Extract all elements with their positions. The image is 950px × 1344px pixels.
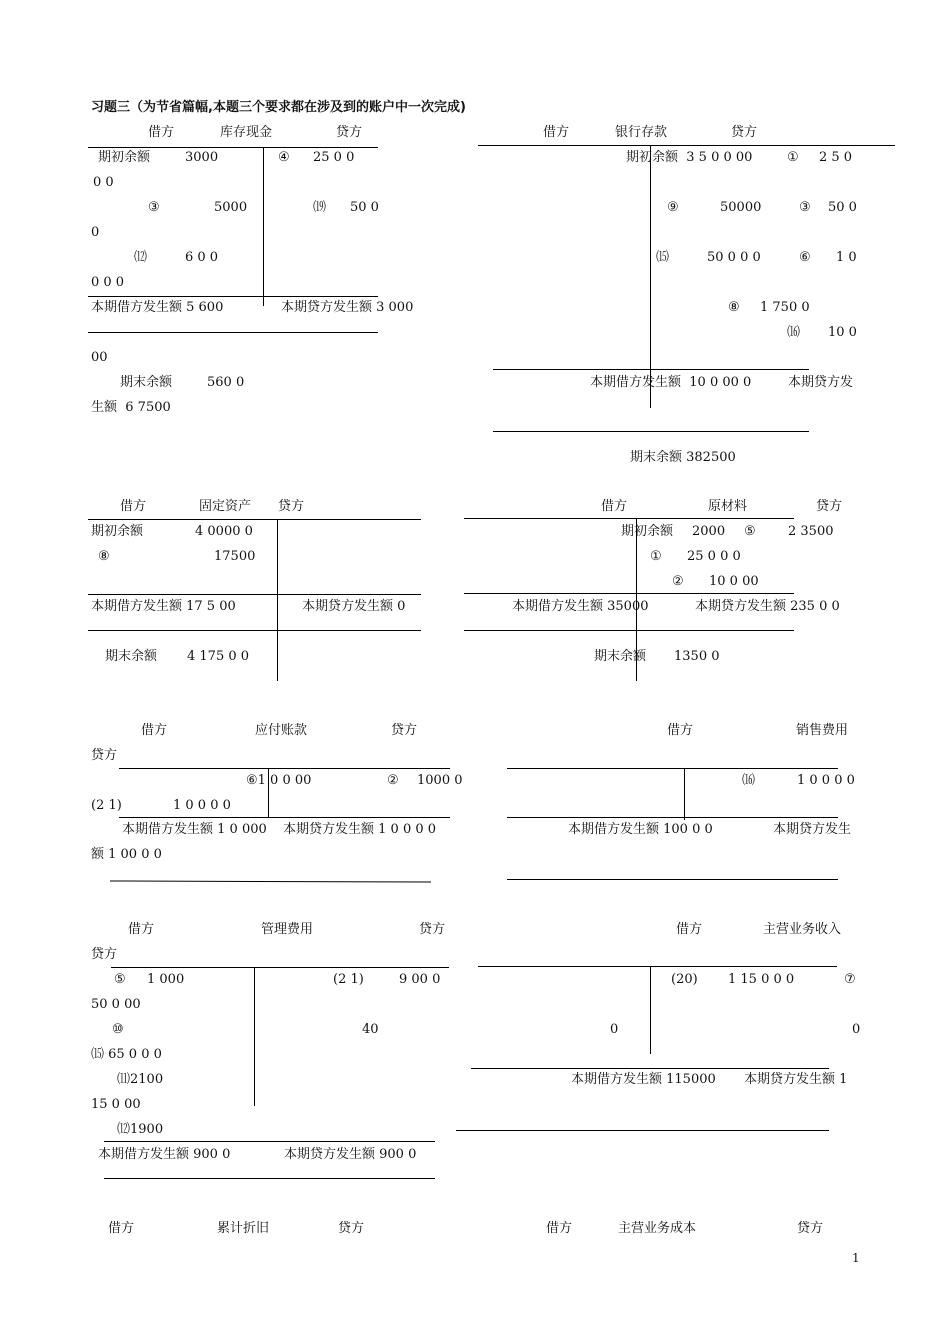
payable-credit-header: 贷方 [391, 723, 418, 738]
fixed-opening-value: 4 0000 0 [195, 524, 253, 539]
revenue-mid-line [471, 1068, 829, 1069]
selling-credit-value-16: 1 0 0 0 0 [797, 773, 855, 788]
cash-wrap-1: 0 0 [93, 175, 114, 190]
cash-credit-value-4: 25 0 0 [313, 150, 355, 165]
bank-debit-value-9: 50000 [720, 200, 762, 215]
bank-debit-mark-9: ⑨ [667, 200, 679, 215]
revenue-right-zero: 0 [852, 1022, 861, 1037]
revenue-credit-value-20: 1 15 0 0 0 [728, 972, 795, 987]
fixed-credit-header: 贷方 [278, 499, 305, 514]
bank-debit-header: 借方 [543, 125, 570, 140]
cogs-debit-header: 借方 [546, 1221, 573, 1236]
admin-mid-line [104, 1141, 435, 1142]
admin-credit-mark-21: (2 1) [333, 972, 364, 987]
admin-credit-header: 贷方 [419, 922, 446, 937]
material-bottom-line [464, 630, 794, 631]
payable-top-line [119, 768, 450, 769]
selling-bottom-line [507, 879, 838, 880]
cash-wrap-3: 0 0 0 [91, 275, 125, 290]
admin-debit-line-15: ⒂ 65 0 0 0 [91, 1047, 162, 1062]
revenue-debit-total: 本期借方发生额 115000 [571, 1072, 716, 1087]
fixed-account-name: 固定资产 [199, 499, 252, 514]
payable-credit-mark-2: ② [387, 773, 399, 788]
admin-credit-wrap: 贷方 [91, 947, 118, 962]
admin-wrap-2: 15 0 00 [91, 1097, 141, 1112]
cash-debit-header: 借方 [148, 125, 175, 140]
bank-account-name: 银行存款 [615, 125, 668, 140]
revenue-credit-mark-20: (20) [671, 972, 698, 987]
admin-divider [254, 968, 255, 1106]
revenue-divider [650, 967, 651, 1054]
bank-credit-value-1: 2 5 0 [819, 150, 853, 165]
payable-debit-header: 借方 [141, 723, 168, 738]
bank-credit-value-3: 50 0 [828, 200, 857, 215]
material-mid-line [464, 593, 794, 594]
revenue-credit-total: 本期贷方发生额 1 [744, 1072, 848, 1087]
cash-debit-mark-3: ③ [148, 200, 160, 215]
material-credit-mark-5: ⑤ [744, 524, 756, 539]
fixed-debit-value-8: 17500 [214, 549, 256, 564]
fixed-ending-label: 期末余额 [105, 649, 158, 664]
cash-debit-total: 本期借方发生额 5 600 [91, 300, 224, 315]
material-credit-total: 本期贷方发生额 235 0 0 [695, 599, 840, 614]
admin-wrap-1: 50 0 00 [91, 997, 141, 1012]
material-credit-header: 贷方 [816, 499, 843, 514]
bank-mid-line [493, 369, 809, 370]
admin-debit-total: 本期借方发生额 900 0 [98, 1147, 231, 1162]
depr-debit-header: 借方 [108, 1221, 135, 1236]
page-title: 习题三（为节省篇幅,本题三个要求都在涉及到的账户中一次完成) [91, 100, 466, 115]
cash-top-line [88, 147, 378, 148]
fixed-credit-total: 本期贷方发生额 0 [302, 599, 406, 614]
payable-mark-21: (2 1) [91, 798, 122, 813]
bank-bottom-line [493, 431, 809, 432]
cash-mid-line [88, 296, 378, 297]
admin-bottom-line [104, 1178, 435, 1179]
cash-account-name: 库存现金 [220, 125, 273, 140]
bank-credit-mark-8: ⑧ [728, 300, 740, 315]
material-opening-value: 2000 [692, 524, 726, 539]
selling-account-name: 销售费用 [796, 723, 849, 738]
payable-credit-total: 本期贷方发生额 1 0 0 0 0 [283, 822, 437, 837]
cash-opening-label: 期初余额 [98, 150, 151, 165]
cash-credit-header: 贷方 [336, 125, 363, 140]
fixed-opening-label: 期初余额 [91, 524, 144, 539]
bank-top-line [478, 145, 895, 146]
cash-wrap-5: 生额 6 7500 [91, 400, 171, 415]
bank-credit-header: 贷方 [731, 125, 758, 140]
selling-debit-total: 本期借方发生额 100 0 0 [568, 822, 713, 837]
bank-debit-mark-15: ⒂ [656, 250, 670, 265]
admin-credit-value-21: 9 00 0 [399, 972, 441, 987]
depr-credit-header: 贷方 [338, 1221, 365, 1236]
cash-wrap-2: 0 [91, 225, 100, 240]
payable-value-21: 1 0 0 0 0 [173, 798, 231, 813]
cash-credit-total: 本期贷方发生额 3 000 [281, 300, 414, 315]
page-number: 1 [852, 1251, 860, 1265]
material-debit-value-2: 10 0 00 [709, 574, 759, 589]
fixed-debit-header: 借方 [120, 499, 147, 514]
cash-debit-mark-12: ⑿ [134, 250, 148, 265]
material-debit-header: 借方 [601, 499, 628, 514]
admin-debit-mark-5: ⑤ [114, 972, 126, 987]
revenue-left-zero: 0 [610, 1022, 619, 1037]
fixed-debit-mark-8: ⑧ [98, 549, 110, 564]
selling-mid-line [507, 817, 838, 818]
bank-credit-mark-6: ⑥ [799, 250, 811, 265]
admin-debit-line-12: ⑿1900 [117, 1122, 164, 1137]
revenue-account-name: 主营业务收入 [763, 922, 842, 937]
admin-credit-total: 本期贷方发生额 900 0 [284, 1147, 417, 1162]
material-debit-mark-1: ① [650, 549, 662, 564]
bank-debit-value-15: 50 0 0 0 [707, 250, 761, 265]
cash-ending-value: 560 0 [207, 375, 245, 390]
selling-divider [684, 769, 685, 820]
bank-debit-total: 本期借方发生额 10 0 00 0 [590, 375, 752, 390]
payable-debit-mark-6: ⑥1 0 0 00 [246, 773, 312, 788]
revenue-top-line [478, 966, 837, 967]
material-debit-mark-2: ② [672, 574, 684, 589]
admin-value-40: 40 [362, 1022, 379, 1037]
cogs-account-name: 主营业务成本 [618, 1221, 697, 1236]
payable-bottom-line [110, 880, 431, 882]
material-debit-total: 本期借方发生额 35000 [512, 599, 649, 614]
bank-opening: 期初余额 3 5 0 0 00 [626, 150, 753, 165]
cash-credit-mark-19: ⒆ [313, 200, 327, 215]
material-credit-value-5: 2 3500 [788, 524, 834, 539]
payable-debit-total: 本期借方发生额 1 0 000 [122, 822, 267, 837]
fixed-bottom-line [88, 630, 421, 631]
fixed-divider [277, 520, 278, 681]
admin-debit-header: 借方 [128, 922, 155, 937]
bank-credit-mark-16: ⒃ [787, 325, 801, 340]
selling-debit-header: 借方 [667, 723, 694, 738]
cash-opening-value: 3000 [185, 150, 219, 165]
material-account-name: 原材料 [708, 499, 748, 514]
payable-credit-value-2: 1000 0 [417, 773, 463, 788]
bank-credit-mark-3: ③ [799, 200, 811, 215]
bank-credit-value-6: 1 0 [836, 250, 857, 265]
revenue-bottom-line [456, 1130, 829, 1131]
bank-credit-mark-1: ① [787, 150, 799, 165]
payable-mid-line [119, 817, 450, 818]
material-ending-label: 期末余额 [594, 649, 647, 664]
admin-debit-value-5: 1 000 [147, 972, 185, 987]
cash-credit-mark-4: ④ [278, 150, 290, 165]
fixed-top-line [88, 519, 421, 520]
cash-wrap-4: 00 [91, 350, 108, 365]
selling-top-line [507, 768, 838, 769]
revenue-debit-header: 借方 [676, 922, 703, 937]
admin-debit-mark-10: ⑩ [112, 1022, 124, 1037]
cash-debit-value-12: 6 0 0 [185, 250, 219, 265]
depr-account-name: 累计折旧 [217, 1221, 270, 1236]
bank-credit-value-16: 10 0 [828, 325, 857, 340]
fixed-mid-line [88, 594, 421, 595]
material-opening-label: 期初余额 [621, 524, 674, 539]
cash-divider [263, 148, 264, 306]
admin-top-line [111, 967, 449, 968]
selling-credit-mark-16: ⒃ [742, 773, 756, 788]
payable-credit-wrap: 贷方 [91, 748, 118, 763]
payable-wrap: 额 1 00 0 0 [91, 847, 162, 862]
material-top-line [464, 518, 794, 519]
bank-credit-total: 本期贷方发 [788, 375, 854, 390]
cash-bottom-line [88, 332, 378, 333]
payable-account-name: 应付账款 [255, 723, 308, 738]
admin-account-name: 管理费用 [261, 922, 314, 937]
cash-credit-value-19: 50 0 [350, 200, 379, 215]
material-ending-value: 1350 0 [674, 649, 720, 664]
bank-ending: 期末余额 382500 [630, 450, 736, 465]
cash-debit-value-3: 5000 [214, 200, 248, 215]
fixed-debit-total: 本期借方发生额 17 5 00 [91, 599, 236, 614]
cogs-credit-header: 贷方 [797, 1221, 824, 1236]
revenue-credit-mark-7: ⑦ [844, 972, 856, 987]
cash-ending-label: 期末余额 [120, 375, 173, 390]
admin-debit-line-11: ⑾2100 [117, 1072, 164, 1087]
bank-credit-value-8: 1 750 0 [760, 300, 810, 315]
fixed-ending-value: 4 175 0 0 [187, 649, 250, 664]
material-debit-value-1: 25 0 0 0 [687, 549, 741, 564]
selling-credit-total: 本期贷方发生 [773, 822, 852, 837]
